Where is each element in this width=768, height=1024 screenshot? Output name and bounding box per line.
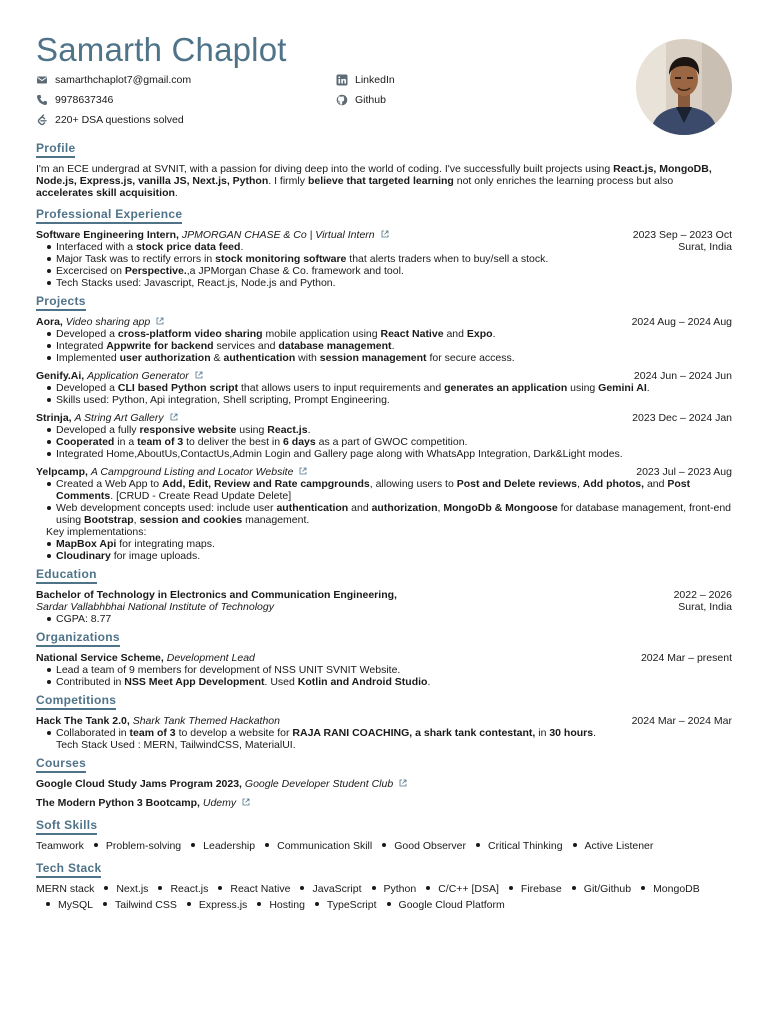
- section-title-tech-stack: Tech Stack: [36, 862, 101, 878]
- bullet-separator: [46, 902, 50, 906]
- bullet-separator: [641, 886, 645, 890]
- course-org[interactable]: Udemy: [202, 797, 237, 809]
- soft-skill-item: Good Observer: [372, 840, 466, 852]
- dsa-count: 220+ DSA questions solved: [55, 114, 184, 126]
- profile-text-1: I'm an ECE undergrad at SVNIT, with a passion for diving deep into the world of coding. I've successfully built projects using: [36, 163, 614, 175]
- section-title-experience: Professional Experience: [36, 208, 182, 224]
- section-experience: [36, 208, 732, 289]
- tech-stack-item: TypeScript: [305, 899, 377, 911]
- resume-header: [36, 30, 732, 127]
- project-title-row: [36, 370, 203, 382]
- profile-text-3: . I firmly: [268, 175, 308, 187]
- experience-org[interactable]: JPMORGAN CHASE & Co | Virtual Intern: [181, 229, 375, 241]
- project-subtitle[interactable]: A Campground Listing and Locator Website: [90, 466, 294, 478]
- section-education: [36, 568, 732, 625]
- tech-stack-item: MERN stack: [36, 883, 95, 895]
- project-title-row: [36, 316, 164, 328]
- external-link-icon[interactable]: [156, 317, 164, 325]
- tech-stack-item: Hosting: [247, 899, 305, 911]
- list-item: Developed a CLI based Python script that allows users to input requirements and generates an application using Gemini AI.: [44, 382, 732, 394]
- github-icon: [336, 94, 348, 106]
- leetcode-icon: [36, 114, 48, 126]
- bullet-separator: [257, 902, 261, 906]
- profile-text-6: accelerates skill acquisition: [36, 187, 175, 199]
- phone-icon: [36, 94, 48, 106]
- bullet-separator: [426, 886, 430, 890]
- education-bullets: [36, 613, 732, 625]
- section-tech-stack: [36, 862, 732, 911]
- competition-subtitle: Shark Tank Themed Hackathon: [132, 715, 280, 727]
- contact-phone[interactable]: [36, 93, 336, 107]
- tech-stack-item: Tailwind CSS: [93, 899, 177, 911]
- tech-stack-item: MySQL: [36, 899, 93, 911]
- list-item: CGPA: 8.77: [44, 613, 732, 625]
- soft-skills-list: [36, 840, 732, 852]
- phone-text: 9978637346: [55, 94, 114, 106]
- list-item: Implemented user authorization & authentication with session management for secure access.: [44, 352, 732, 364]
- section-profile: [36, 142, 732, 199]
- external-link-icon[interactable]: [399, 779, 407, 787]
- competition-title-row: [36, 715, 280, 727]
- education-degree: Bachelor of Technology in Electronics and Communication Engineering,: [36, 589, 397, 601]
- experience-bullets: [36, 241, 243, 253]
- list-item: Created a Web App to Add, Edit, Review and Rate campgrounds, allowing users to Post and Delete reviews, Add photos, and Post Comments. [CRUD - Create Read Update Delete]: [44, 478, 732, 502]
- list-item: Lead a team of 9 members for development of NSS UNIT SVNIT Website.: [44, 664, 732, 676]
- soft-skill-item: Problem-solving: [84, 840, 181, 852]
- competition-title: Hack The Tank 2.0,: [36, 715, 130, 727]
- tech-stack-item: Python: [362, 883, 417, 895]
- list-item: Web development concepts used: include user authentication and authorization, MongoDb & Mongoose for database management, front-end using Bootstrap, session and cookies management.: [44, 502, 732, 526]
- contact-list: [36, 73, 732, 127]
- section-title-competitions: Competitions: [36, 694, 116, 710]
- project-genify: [36, 370, 732, 406]
- project-subtitle[interactable]: A String Art Gallery: [74, 412, 164, 424]
- competition-bullets: [36, 727, 732, 751]
- section-title-projects: Projects: [36, 295, 86, 311]
- tech-stack-item: React.js: [148, 883, 208, 895]
- project-title: Genify.Ai,: [36, 370, 85, 382]
- profile-text-5: not only enriches the learning process but also: [453, 175, 674, 187]
- course-title: Google Cloud Study Jams Program 2023,: [36, 778, 242, 790]
- github-link: Github: [355, 94, 386, 106]
- section-title-education: Education: [36, 568, 97, 584]
- experience-bullets-more: [36, 253, 732, 289]
- external-link-icon[interactable]: [170, 413, 178, 421]
- list-item: Contributed in NSS Meet App Development. Used Kotlin and Android Studio.: [44, 676, 732, 688]
- list-item: Cooperated in a team of 3 to deliver the best in 6 days as a part of GWOC competition.: [44, 436, 732, 448]
- organization-title: National Service Scheme,: [36, 652, 164, 664]
- key-implementations-label: Key implementations:: [46, 526, 147, 538]
- section-title-profile: Profile: [36, 142, 75, 158]
- external-link-icon[interactable]: [242, 798, 250, 806]
- bullet-separator: [265, 843, 269, 847]
- project-bullets: [36, 382, 732, 406]
- course-item: [36, 778, 732, 790]
- bullet-separator: [372, 886, 376, 890]
- bullet-separator: [104, 886, 108, 890]
- bullet-separator: [191, 843, 195, 847]
- candidate-name: Samarth Chaplot: [36, 31, 287, 68]
- bullet-separator: [218, 886, 222, 890]
- project-date: 2024 Aug – 2024 Aug: [631, 316, 732, 328]
- external-link-icon[interactable]: [299, 467, 307, 475]
- soft-skill-item: Communication Skill: [255, 840, 372, 852]
- section-organizations: [36, 631, 732, 688]
- section-soft-skills: [36, 819, 732, 852]
- experience-date: 2023 Sep – 2023 Oct: [632, 229, 732, 241]
- education-date: 2022 – 2026: [673, 589, 732, 601]
- resume-page: [36, 30, 732, 911]
- course-item: [36, 797, 732, 809]
- project-subtitle[interactable]: Video sharing app: [65, 316, 151, 328]
- tech-stack-list: [36, 883, 726, 911]
- project-bullets: [36, 424, 732, 460]
- organization-bullets: [36, 664, 732, 688]
- section-title-soft-skills: Soft Skills: [36, 819, 97, 835]
- bullet-separator: [573, 843, 577, 847]
- profile-text-2: React.js, MongoDB, Node.js, Express.js, vanilla JS, Next.js, Python: [36, 163, 712, 187]
- bullet-separator: [94, 843, 98, 847]
- tech-stack-item: Next.js: [94, 883, 148, 895]
- list-item: Interfaced with a stock price data feed.: [44, 241, 243, 253]
- bullet-separator: [476, 843, 480, 847]
- organization-entry: [36, 652, 732, 688]
- linkedin-link: LinkedIn: [355, 74, 395, 86]
- experience-title: Software Engineering Intern,: [36, 229, 179, 241]
- contact-linkedin[interactable]: [336, 73, 536, 87]
- bullet-separator: [103, 902, 107, 906]
- bullet-separator: [382, 843, 386, 847]
- profile-photo: [636, 39, 732, 135]
- contact-email[interactable]: [36, 73, 336, 87]
- tech-stack-item: Google Cloud Platform: [377, 899, 505, 911]
- competition-date: 2024 Mar – 2024 Mar: [631, 715, 732, 727]
- key-implementations-list: [36, 538, 732, 562]
- project-subtitle[interactable]: Application Generator: [87, 370, 189, 382]
- bullet-separator: [187, 902, 191, 906]
- email-text: samarthchaplot7@gmail.com: [55, 74, 192, 86]
- contact-github[interactable]: [336, 93, 536, 107]
- bullet-separator: [300, 886, 304, 890]
- mail-icon: [36, 74, 48, 86]
- linkedin-icon: [336, 74, 348, 86]
- education-entry: [36, 589, 732, 625]
- bullet-separator: [509, 886, 513, 890]
- tech-stack-item: MongoDB: [631, 883, 700, 895]
- project-title-row: [36, 466, 307, 478]
- list-item: Major Task was to rectify errors in stock monitoring software that alerts traders when to buy/sell a stock.: [44, 253, 732, 265]
- list-item: Developed a cross-platform video sharing mobile application using React Native and Expo.: [44, 328, 732, 340]
- soft-skill-item: Teamwork: [36, 840, 84, 852]
- tech-stack-item: C/C++ [DSA]: [416, 883, 499, 895]
- organization-date: 2024 Mar – present: [640, 652, 732, 664]
- experience-title-row: [36, 229, 389, 241]
- soft-skill-item: Critical Thinking: [466, 840, 563, 852]
- tech-stack-item: Express.js: [177, 899, 247, 911]
- soft-skill-item: Leadership: [181, 840, 255, 852]
- list-item: Integrated Home,AboutUs,ContactUs,Admin Login and Gallery page along with WhatsApp Integration, Dark&Light modes.: [44, 448, 732, 460]
- education-location: Surat, India: [678, 601, 732, 613]
- project-aora: [36, 316, 732, 364]
- tech-stack-item: JavaScript: [290, 883, 361, 895]
- project-title: Strinja,: [36, 412, 72, 424]
- project-date: 2023 Dec – 2024 Jan: [632, 412, 732, 424]
- bullet-separator: [158, 886, 162, 890]
- profile-text-4: believe that targeted learning: [307, 175, 454, 187]
- project-yelpcamp: [36, 466, 732, 562]
- experience-entry: [36, 229, 732, 289]
- soft-skill-item: Active Listener: [563, 840, 654, 852]
- tech-stack-item: Firebase: [499, 883, 562, 895]
- project-title: Yelpcamp,: [36, 466, 88, 478]
- section-courses: [36, 757, 732, 809]
- section-title-organizations: Organizations: [36, 631, 120, 647]
- avatar-illustration: [636, 39, 732, 135]
- list-item: Integrated Appwrite for backend services and database management.: [44, 340, 732, 352]
- list-item: Cloudinary for image uploads.: [44, 550, 732, 562]
- project-bullets: [36, 478, 732, 526]
- course-title: The Modern Python 3 Bootcamp,: [36, 797, 200, 809]
- external-link-icon[interactable]: [195, 371, 203, 379]
- organization-role: Development Lead: [166, 652, 255, 664]
- list-item: MapBox Api for integrating maps.: [44, 538, 732, 550]
- competition-entry: [36, 715, 732, 751]
- experience-location: Surat, India: [678, 241, 732, 253]
- bullet-separator: [572, 886, 576, 890]
- project-date: 2024 Jun – 2024 Jun: [633, 370, 732, 382]
- external-link-icon[interactable]: [381, 230, 389, 238]
- project-strinja: [36, 412, 732, 460]
- list-item: Excercised on Perspective.,a JPMorgan Chase & Co. framework and tool.: [44, 265, 732, 277]
- contact-dsa: [36, 113, 336, 127]
- profile-summary: [36, 163, 732, 199]
- course-org[interactable]: Google Developer Student Club: [244, 778, 394, 790]
- education-school: Sardar Vallabhbhai National Institute of Technology: [36, 601, 274, 613]
- project-date: 2023 Jul – 2023 Aug: [636, 466, 732, 478]
- project-title: Aora,: [36, 316, 63, 328]
- organization-title-row: [36, 652, 255, 664]
- tech-stack-item: React Native: [208, 883, 290, 895]
- project-bullets: [36, 328, 732, 364]
- list-item: Developed a fully responsive website using React.js.: [44, 424, 732, 436]
- tech-stack-item: Git/Github: [562, 883, 631, 895]
- section-competitions: [36, 694, 732, 751]
- profile-text-7: .: [174, 187, 178, 199]
- section-title-courses: Courses: [36, 757, 86, 773]
- list-item: Skills used: Python, Api integration, Shell scripting, Prompt Engineering.: [44, 394, 732, 406]
- list-item: Collaborated in team of 3 to develop a website for RAJA RANI COACHING, a shark tank contestant, in 30 hours. Tech Stack Used : MERN, TailwindCSS, MaterialUI.: [44, 727, 732, 751]
- section-projects: [36, 295, 732, 562]
- bullet-separator: [387, 902, 391, 906]
- list-item: Tech Stacks used: Javascript, React.js, Node.js and Python.: [44, 277, 732, 289]
- project-title-row: [36, 412, 178, 424]
- bullet-separator: [315, 902, 319, 906]
